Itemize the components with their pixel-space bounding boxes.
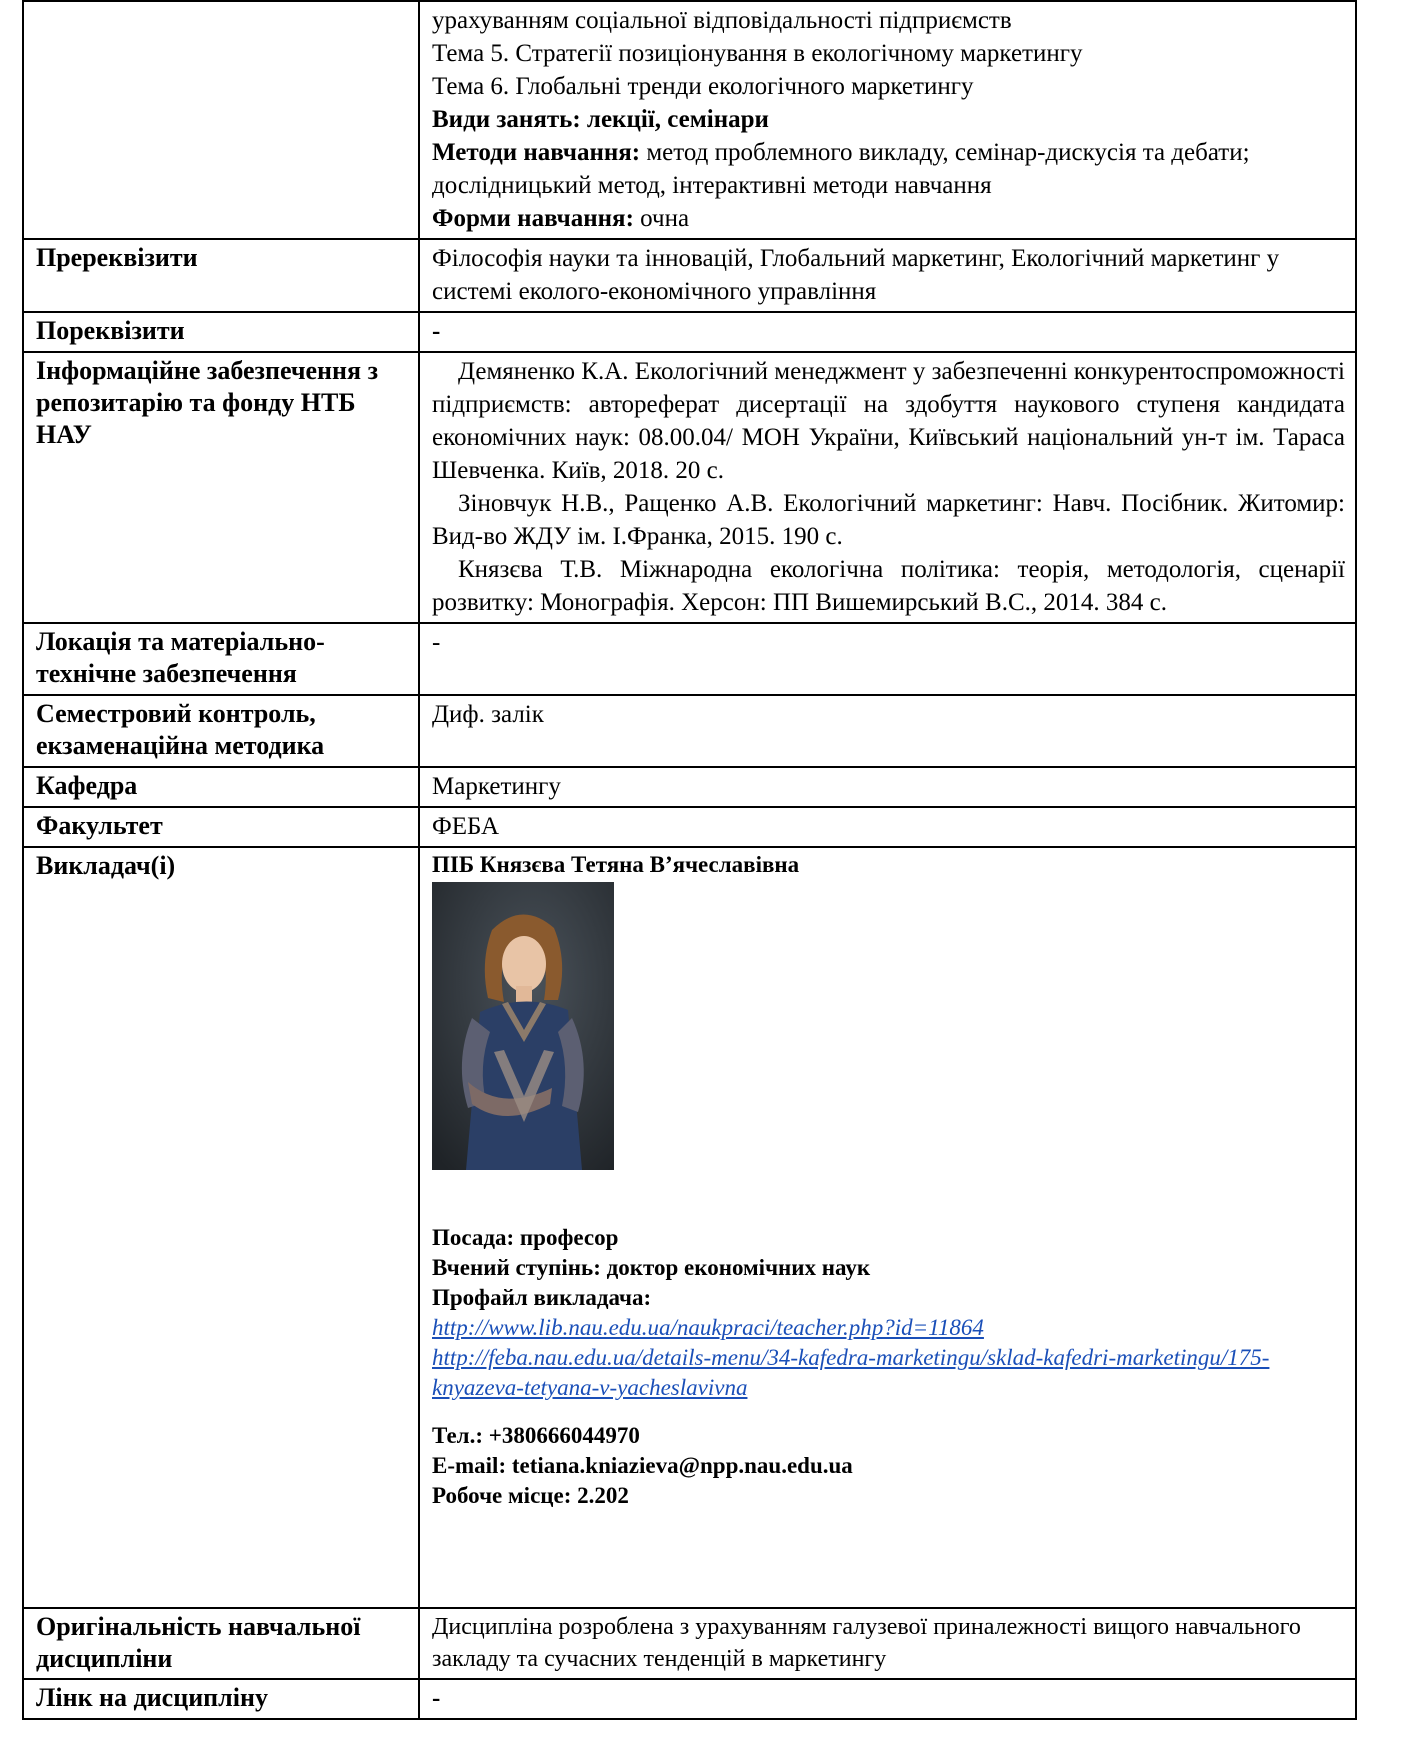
teaching-forms [432, 202, 1345, 235]
originality-row [23, 1608, 1356, 1679]
teacher-row [23, 847, 1356, 1608]
teacher-photo [432, 882, 614, 1170]
discipline-link-label: Лінк на дисципліну [23, 1679, 419, 1719]
teacher-profile-link-lib[interactable]: http://www.lib.nau.edu.ua/naukpraci/teacher.php?id=11864 [432, 1315, 984, 1340]
discipline-link-row [23, 1679, 1356, 1719]
reference-item: Демяненко К.А. Екологічний менеджмент у забезпеченні конкурентоспроможності підприємств: автореферат дисертації на здобуття наукового ступеня кандидата економічних наук: 08.00.04/ МОН України, Київський національний ун-т ім. Тараса Шевченка. Київ, 2018. 20 с. [432, 358, 1345, 484]
class-types: Види занять: лекції, семінари [432, 106, 769, 133]
content-continuation-row [23, 1, 1356, 239]
topic-line: урахуванням соціальної відповідальності підприємств [432, 7, 1012, 34]
teacher-degree: Вчений ступінь: доктор економічних наук [432, 1255, 871, 1280]
teacher-profile-label: Профайл викладача: [432, 1285, 652, 1310]
originality-value: Дисципліна розроблена з урахуванням галузевої приналежності вищого навчального закладу та сучасних тенденцій в маркетингу [419, 1608, 1356, 1679]
content-continuation-cell [419, 1, 1356, 239]
location-label: Локація та матеріально-технічне забезпечення [23, 623, 419, 695]
teaching-methods [432, 136, 1345, 202]
reference-item: Князєва Т.В. Міжнародна екологічна політика: теорія, методологія, сценарії розвитку: Монографія. Херсон: ПП Вишемирський В.С., 2014. 384 с. [432, 556, 1345, 616]
discipline-link-value: - [419, 1679, 1356, 1719]
syllabus-table [22, 0, 1357, 1720]
location-row [23, 623, 1356, 695]
teacher-phone: Тел.: +380666044970 [432, 1423, 640, 1448]
teacher-value [419, 847, 1356, 1608]
control-row [23, 695, 1356, 767]
topic-line: Тема 6. Глобальні тренди екологічного маркетингу [432, 73, 974, 100]
teacher-workplace: Робоче місце: 2.202 [432, 1483, 629, 1508]
prerequisites-label: Пререквізити [23, 239, 419, 312]
postrequisites-value: - [419, 312, 1356, 352]
reference-item: Зіновчук Н.В., Ращенко А.В. Екологічний маркетинг: Навч. Посібник. Житомир: Вид-во ЖДУ ім. І.Франка, 2015. 190 с. [432, 490, 1345, 550]
teacher-position: Посада: професор [432, 1225, 619, 1250]
postrequisites-label: Пореквізити [23, 312, 419, 352]
department-row [23, 767, 1356, 807]
prerequisites-value: Філософія науки та інновацій, Глобальний маркетинг, Екологічний маркетинг у системі еколого-економічного управління [419, 239, 1356, 312]
information-row [23, 352, 1356, 623]
methods-value: метод проблемного викладу, семінар-дискусія та дебати; дослідницький метод, інтерактивні методи навчання [432, 139, 1250, 199]
control-value: Диф. залік [419, 695, 1356, 767]
department-label: Кафедра [23, 767, 419, 807]
forms-label: Форми навчання: [432, 205, 634, 232]
teacher-profile-link-feba[interactable]: http://feba.nau.edu.ua/details-menu/34-kafedra-marketingu/sklad-kafedri-marketingu/175-knyazeva-tetyana-v-yacheslavivna [432, 1345, 1270, 1400]
empty-label-cell [23, 1, 419, 239]
control-label: Семестровий контроль, екзаменаційна методика [23, 695, 419, 767]
teacher-label: Викладач(і) [23, 847, 419, 1608]
information-value [419, 352, 1356, 623]
postrequisites-row [23, 312, 1356, 352]
originality-label: Оригінальність навчальної дисципліни [23, 1608, 419, 1679]
department-value: Маркетингу [419, 767, 1356, 807]
information-label: Інформаційне забезпечення з репозитарію та фонду НТБ НАУ [23, 352, 419, 623]
forms-value: очна [633, 205, 690, 232]
faculty-value: ФЕБА [419, 807, 1356, 847]
faculty-label: Факультет [23, 807, 419, 847]
faculty-row [23, 807, 1356, 847]
teacher-email: E-mail: tetiana.kniazieva@npp.nau.edu.ua [432, 1453, 853, 1478]
teacher-name: ПІБ Князєва Тетяна В’ячеславівна [432, 852, 800, 877]
prerequisites-row [23, 239, 1356, 312]
topic-line: Тема 5. Стратегії позиціонування в екологічному маркетингу [432, 40, 1083, 67]
methods-label: Методи навчання: [432, 139, 641, 166]
location-value: - [419, 623, 1356, 695]
